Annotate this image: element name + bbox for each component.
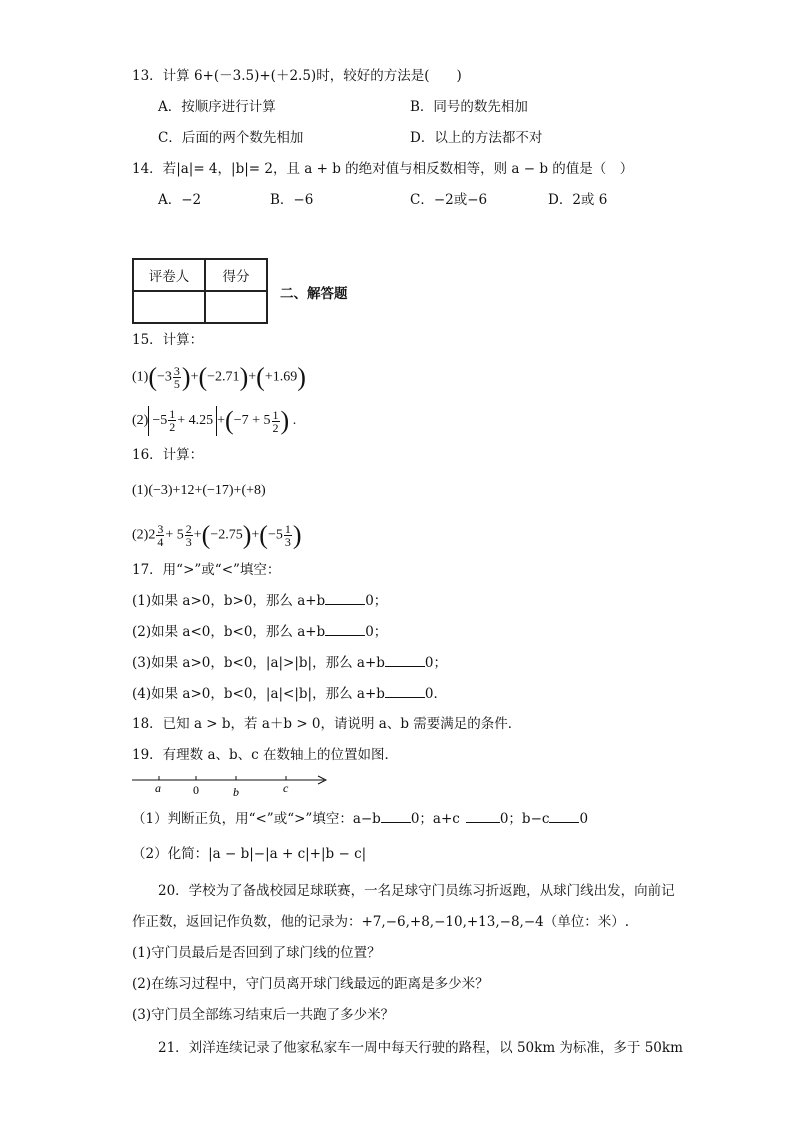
q21-stem: 21．刘洋连续记录了他家私家车一周中每天行驶的路程，以 50km 为标准，多于 50km: [158, 1040, 683, 1056]
q17-stem: 17．用“>”或“<”填空：: [132, 562, 281, 578]
q17-part2-post: 0；: [365, 624, 388, 640]
number-line-figure: [132, 770, 332, 798]
q13-option-a: A．按顺序进行计算: [158, 99, 276, 115]
q19-part1: [132, 808, 588, 829]
q17-part3-post: 0；: [424, 655, 447, 671]
q19-part2: （2）化简：|a − b|−|a + c|+|b − c|: [132, 846, 367, 862]
q14-a-abs: |a|= 4: [176, 161, 218, 177]
q14-option-c: C．−2或−6: [410, 192, 488, 208]
score-table-header-grader: 评卷人: [133, 259, 205, 291]
q17-part3-text: (3)如果 a>0，b<0，|a|>|b|，那么 a+b: [132, 655, 385, 671]
q19-part1-mid2: 0；b−c: [499, 811, 550, 827]
q17-part3-blank[interactable]: [385, 652, 425, 667]
q16-stem: 16．计算：: [132, 447, 204, 463]
q19-part1-text: （1）判断正负，用“<”或“>”填空：a−b: [132, 811, 381, 827]
q16-part2-label: (2): [132, 527, 149, 543]
q17-part3: [132, 652, 447, 673]
score-table: [132, 258, 268, 324]
q14-stem-pre: 14．若: [132, 161, 177, 177]
q17-part2-blank[interactable]: [325, 621, 365, 636]
q14-stem: [132, 159, 633, 179]
q18-stem: 18．已知 a > b，若 a＋b > 0，请说明 a、b 需要满足的条件．: [132, 716, 522, 732]
q20-line2: 作正数，返回记作负数，他的记录为：+7,−6,+8,−10,+13,−8,−4（单位：米）.: [132, 914, 630, 930]
q19-stem: 19．有理数 a、b、c 在数轴上的位置如图．: [132, 747, 399, 763]
label-a: a: [155, 781, 161, 795]
q14-option-d: D．2或 6: [548, 192, 608, 208]
q14-option-b: B．−6: [270, 192, 314, 208]
q19-part1-mid1: 0；a+c: [410, 811, 460, 827]
q13-stem: 13．计算 6+(－3.5)+(＋2.5)时，较好的方法是( ): [132, 68, 462, 84]
q17-part4-blank[interactable]: [385, 683, 425, 698]
q15-part2: (2) −5 $\frac{1}{2}$ + 4.25 +(−7 + 5 $\frac{1}{2}$ ) .: [132, 406, 297, 435]
q13-option-b: B．同号的数先相加: [410, 99, 528, 115]
q20-part1: (1)守门员最后是否回到了球门线的位置？: [132, 945, 381, 961]
q15-part1: (1)(−3 $\frac{3}{5}$ )+(−2.71)+(+1.69): [132, 362, 306, 392]
q17-part2: [132, 621, 387, 642]
q16-part2: (2)2 $\frac{3}{4}$ + 5 $\frac{2}{3}$ +(−2.75)+(−5 $\frac{1}{3}$ ): [132, 520, 302, 550]
q19-blank-2[interactable]: [466, 808, 500, 823]
q17-part1-text: (1)如果 a>0，b>0，那么 a+b: [132, 593, 326, 609]
score-table-header-score: 得分: [205, 259, 267, 291]
q14-option-a: A．−2: [158, 192, 202, 208]
q20-part3: (3)守门员全部练习结束后一共跑了多少米？: [132, 1007, 395, 1023]
q13-option-d: D．以上的方法都不对: [410, 130, 543, 146]
section-heading: 二、解答题: [280, 286, 348, 302]
q17-part1-post: 0；: [365, 593, 388, 609]
q19-part1-post: 0: [579, 811, 589, 827]
q15-stem: 15．计算：: [132, 332, 204, 348]
q17-part4: [132, 683, 447, 704]
q19-blank-1[interactable]: [381, 808, 411, 823]
q20-part2: (2)在练习过程中，守门员离开球门线最远的距离是多少米？: [132, 976, 489, 992]
q16-part1: (1)(−3)+12+(−17)+(+8): [132, 483, 266, 498]
score-table-score-cell: [205, 291, 267, 323]
score-table-grader-cell: [133, 291, 205, 323]
q17-part2-text: (2)如果 a<0，b<0，那么 a+b: [132, 624, 326, 640]
q15-part1-label: (1): [132, 369, 149, 385]
q13-option-c: C．后面的两个数先相加: [158, 130, 304, 146]
q17-part1-blank[interactable]: [325, 590, 365, 605]
label-0: 0: [193, 783, 199, 797]
label-b: b: [233, 785, 239, 798]
label-c: c: [283, 781, 289, 795]
q14-stem-post: ，且 a + b 的绝对值与相反数相等，则 a − b 的值是（ ）: [272, 161, 634, 177]
q17-part4-post: 0．: [424, 686, 447, 702]
q15-part2-label: (2): [132, 413, 149, 429]
q14-b-abs: |b|= 2: [231, 161, 273, 177]
q17-part1: [132, 590, 387, 611]
q20-line1: 20．学校为了备战校园足球联赛，一名足球守门员练习折返跑，从球门线出发，向前记: [158, 883, 675, 899]
q19-blank-3[interactable]: [549, 808, 579, 823]
q14-mid: ，: [217, 161, 232, 177]
q17-part4-text: (4)如果 a>0，b<0，|a|<|b|，那么 a+b: [132, 686, 385, 702]
